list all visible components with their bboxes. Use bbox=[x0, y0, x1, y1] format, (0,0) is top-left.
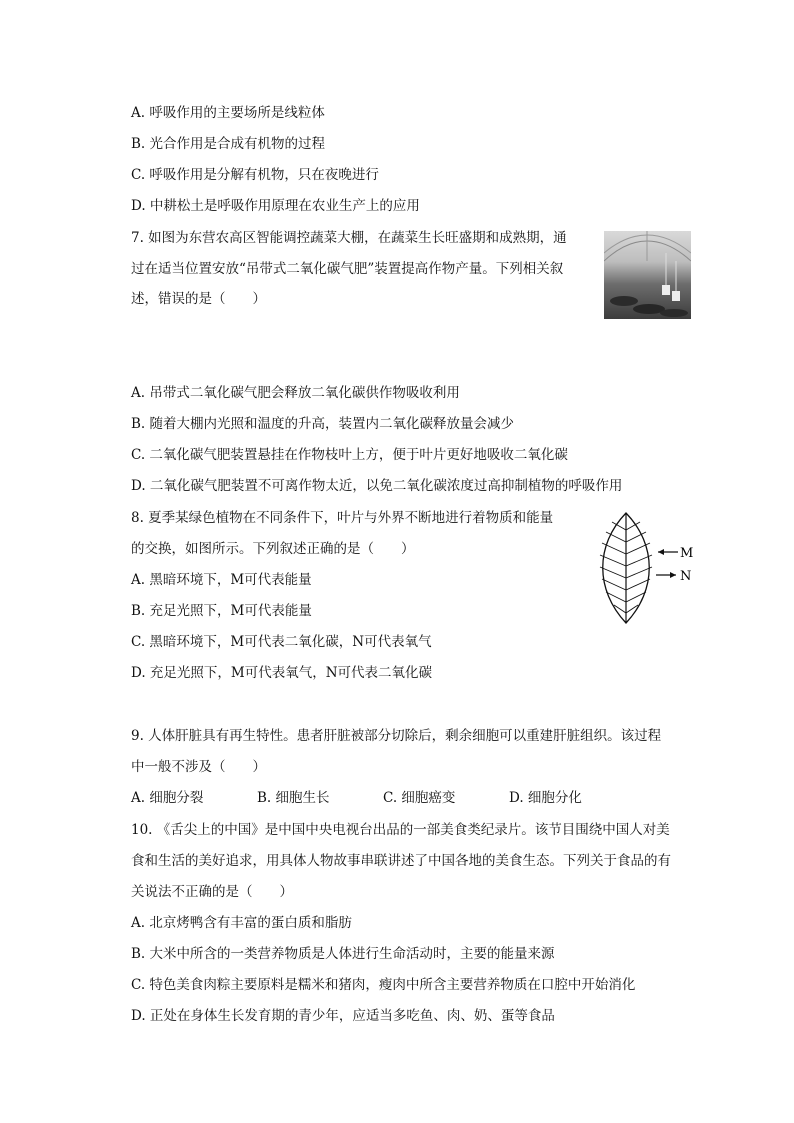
label-m: M bbox=[680, 546, 694, 561]
q8-option-a: A. 黑暗环境下，M可代表能量 bbox=[131, 572, 312, 588]
q7-option-a: A. 吊带式二氧化碳气肥会释放二氧化碳供作物吸收利用 bbox=[131, 385, 460, 401]
q6-option-d: D. 中耕松土是呼吸作用原理在农业生产上的应用 bbox=[131, 198, 420, 214]
q9-option-a: A. 细胞分裂 bbox=[131, 790, 204, 806]
q8-stem-line-1: 8. 夏季某绿色植物在不同条件下，叶片与外界不断地进行着物质和能量 bbox=[131, 510, 554, 526]
greenhouse-photo bbox=[604, 231, 691, 319]
q8-option-d: D. 充足光照下，M可代表氧气，N可代表二氧化碳 bbox=[131, 665, 433, 681]
q9-option-b: B. 细胞生长 bbox=[257, 790, 330, 806]
q10-stem-line-1: 10. 《舌尖上的中国》是中国中央电视台出品的一部美食类纪录片。该节目围绕中国人对美 bbox=[131, 822, 670, 838]
q7-stem-line-3: 述，错误的是（ ） bbox=[131, 291, 266, 307]
q8-stem-line-2: 的交换，如图所示。下列叙述正确的是（ ） bbox=[131, 541, 415, 557]
q6-option-c: C. 呼吸作用是分解有机物，只在夜晚进行 bbox=[131, 167, 379, 183]
q9-options bbox=[131, 788, 691, 808]
q9-option-c: C. 细胞癌变 bbox=[383, 790, 456, 806]
label-n: N bbox=[680, 569, 692, 584]
q7-option-d: D. 二氧化碳气肥装置不可离作物太近，以免二氧化碳浓度过高抑制植物的呼吸作用 bbox=[131, 478, 623, 494]
q7-option-b: B. 随着大棚内光照和温度的升高，装置内二氧化碳释放量会减少 bbox=[131, 416, 515, 432]
arrow-n-icon bbox=[656, 572, 676, 578]
q7-stem-line-2: 过在适当位置安放“吊带式二氧化碳气肥”装置提高作物产量。下列相关叙 bbox=[131, 261, 564, 277]
q7-stem-line-1: 7. 如图为东营农高区智能调控蔬菜大棚，在蔬菜生长旺盛期和成熟期，通 bbox=[131, 230, 567, 246]
q6-option-a: A. 呼吸作用的主要场所是线粒体 bbox=[131, 105, 325, 121]
q10-option-b: B. 大米中所含的一类营养物质是人体进行生命活动时，主要的能量来源 bbox=[131, 946, 555, 962]
q10-stem-line-2: 食和生活的美好追求，用具体人物故事串联讲述了中国各地的美食生态。下列关于食品的有 bbox=[131, 853, 671, 869]
q9-option-d: D. 细胞分化 bbox=[509, 790, 582, 806]
q9-stem-line-2: 中一般不涉及（ ） bbox=[131, 759, 266, 775]
q8-option-b: B. 充足光照下，M可代表能量 bbox=[131, 603, 312, 619]
q10-stem-line-3: 关说法不正确的是（ ） bbox=[131, 884, 293, 900]
q8-option-c: C. 黑暗环境下，M可代表二氧化碳，N可代表氧气 bbox=[131, 634, 432, 650]
q10-option-a: A. 北京烤鸭含有丰富的蛋白质和脂肪 bbox=[131, 915, 352, 931]
q10-option-d: D. 正处在身体生长发育期的青少年，应适当多吃鱼、肉、奶、蛋等食品 bbox=[131, 1008, 555, 1024]
q7-option-c: C. 二氧化碳气肥装置悬挂在作物枝叶上方，便于叶片更好地吸收二氧化碳 bbox=[131, 447, 568, 463]
q9-stem-line-1: 9. 人体肝脏具有再生特性。患者肝脏被部分切除后，剩余细胞可以重建肝脏组织。该过程 bbox=[131, 728, 662, 744]
q10-option-c: C. 特色美食肉粽主要原料是糯米和猪肉，瘦肉中所含主要营养物质在口腔中开始消化 bbox=[131, 977, 636, 993]
leaf-diagram bbox=[590, 510, 710, 628]
arrow-m-icon bbox=[658, 549, 678, 555]
q6-option-b: B. 光合作用是合成有机物的过程 bbox=[131, 136, 326, 152]
